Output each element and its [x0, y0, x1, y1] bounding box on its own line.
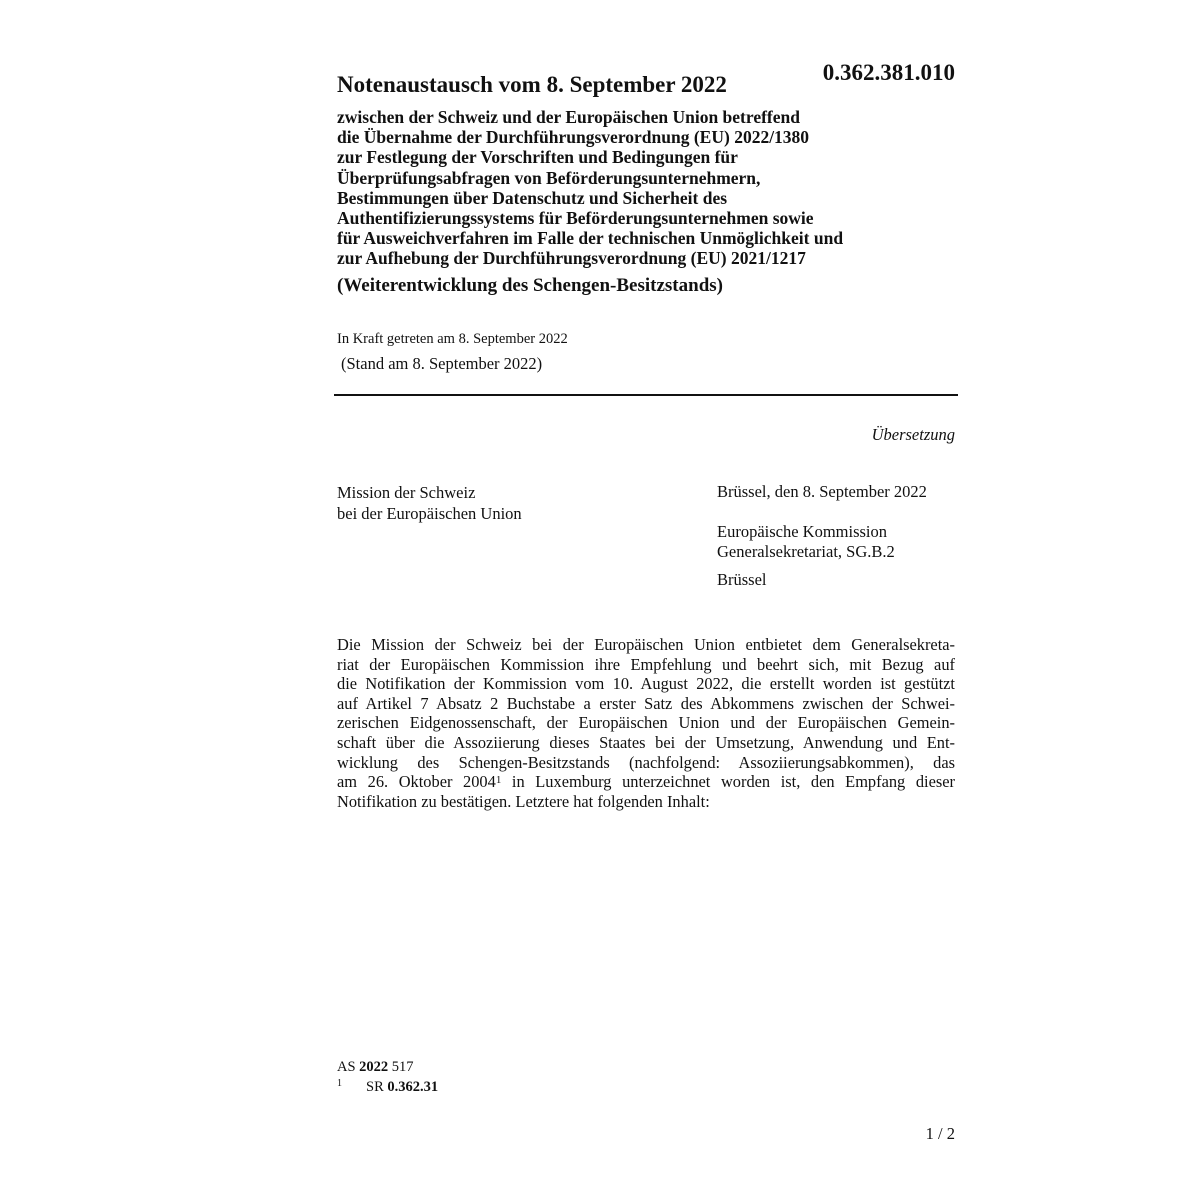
header-divider	[334, 394, 958, 396]
body-line: Die Mission der Schweiz bei der Europäischen Union entbietet dem Generalsekreta-	[337, 635, 955, 654]
footnote-reference[interactable]: 1	[495, 774, 502, 787]
footnote-number: 1	[337, 1078, 342, 1089]
as-prefix: AS	[337, 1059, 356, 1075]
body-line: auf Artikel 7 Absatz 2 Buchstabe a erster Satz des Abkommens zwischen der Schwei-	[337, 693, 955, 713]
footnote	[337, 1079, 438, 1096]
translation-label: Übersetzung	[871, 425, 955, 444]
schengen-note: (Weiterentwicklung des Schengen-Besitzstands)	[337, 275, 723, 296]
sender-line: Mission der Schweiz	[337, 483, 476, 502]
sr-number: 0.362.381.010	[822, 60, 955, 85]
subtitle-line: für Ausweichverfahren im Falle der technischen Unmöglichkeit und	[337, 228, 844, 249]
letter-recipient	[717, 522, 895, 562]
body-line: die Notifikation der Kommission vom 10. August 2022, die erstellt worden ist gestützt	[337, 674, 955, 694]
subtitle-line: Überprüfungsabfragen von Beförderungsunternehmern,	[337, 167, 761, 188]
stand-date: (Stand am 8. September 2022)	[341, 354, 543, 373]
document-subtitle	[337, 107, 957, 269]
place-date: Brüssel, den 8. September 2022	[717, 482, 927, 501]
subtitle-line: zur Festlegung der Vorschriften und Bedingungen für	[337, 147, 738, 168]
document-title: Notenaustausch vom 8. September 2022	[337, 72, 727, 97]
as-year: 2022	[359, 1059, 389, 1075]
body-line: schaft über die Assoziierung dieses Staates bei der Umsetzung, Anwendung und Ent-	[337, 732, 955, 752]
body-line: wicklung des Schengen-Besitzstands (nachfolgend: Assoziierungsabkommen), das	[337, 752, 955, 772]
footnote-sr-number[interactable]: 0.362.31	[387, 1079, 439, 1095]
subtitle-line: die Übernahme der Durchführungsverordnung (EU) 2022/1380	[337, 127, 810, 148]
subtitle-line: zwischen der Schweiz und der Europäischen Union betreffend	[337, 107, 800, 127]
recipient-line: Europäische Kommission	[717, 522, 888, 541]
body-text-segment: in Luxemburg unterzeichnet worden ist, den Empfang dieser	[501, 772, 955, 792]
body-line	[337, 772, 955, 792]
subtitle-line: zur Aufhebung der Durchführungsverordnung (EU) 2021/1217	[337, 248, 806, 269]
body-text-segment: am 26. Oktober 2004	[337, 772, 496, 792]
body-line: zerischen Eidgenossenschaft, der Europäischen Union und der Europäischen Gemein-	[337, 713, 955, 733]
footnote-prefix: SR	[366, 1079, 384, 1095]
as-page: 517	[391, 1059, 414, 1075]
body-line: riat der Europäischen Kommission ihre Empfehlung und beehrt sich, mit Bezug auf	[337, 654, 955, 674]
body-paragraph	[337, 635, 955, 811]
recipient-line: Generalsekretariat, SG.B.2	[717, 542, 895, 561]
as-reference	[337, 1059, 414, 1076]
page-number: 1 / 2	[925, 1124, 955, 1143]
subtitle-line: Authentifizierungssystems für Beförderungsunternehmen sowie	[337, 208, 814, 229]
body-line: Notifikation zu bestätigen. Letztere hat folgenden Inhalt:	[337, 791, 710, 811]
recipient-city: Brüssel	[717, 570, 767, 589]
sender-line: bei der Europäischen Union	[337, 504, 522, 523]
letter-sender	[337, 482, 522, 524]
in-force-date: In Kraft getreten am 8. September 2022	[337, 331, 568, 347]
subtitle-line: Bestimmungen über Datenschutz und Sicherheit des	[337, 187, 728, 208]
